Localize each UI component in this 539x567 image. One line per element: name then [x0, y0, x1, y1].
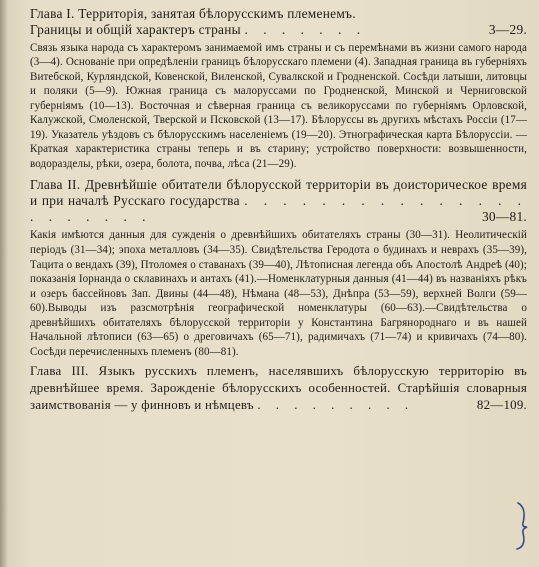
chapter-3-heading-text: Глава III. Языкъ русскихъ племенъ, населявшихъ бѣлорусскую территорію въ древнѣйшее время. Зарожденіе бѣлорусскихъ особенностей. Старѣйшія словарныя заимствованія — у финновъ и нѣмцевъ — [30, 364, 527, 412]
chapter-3-pages: 82—109. — [476, 397, 527, 412]
chapter-1-summary: Связь языка народа съ характеромъ занимаемой имъ страны и съ перемѣнами въ жизни самого народа (3—4). Основаніе при опредѣленіи границъ бѣлорусскаго племени (4). Западная граница въ губерніяхъ Витебской, Курляндской, Ковенской, Виленской, Сувалкской и Гродненской. Сосѣди латыши, литовцы и поляки (5—9). Южная граница съ малоруссами по Гродненской, Минской и Черниговской губерніямъ (10—13). Восточная и сѣверная граница съ великоруссами по губерніямъ Орловской, Калужской, Смоленской, Тверской и Псковской (13—17). Бѣлоруссы въ другихъ мѣстахъ Россіи (17—19). Указатель уѣздовъ съ бѣлорусскимъ населеніемъ (19—20). Этнографическая карта Бѣлоруссіи. — Краткая характеристика страны теперь и въ старину; устройство поверхности: возвышенности, водоразделы, рѣки, озера, болота, почва, лѣса (21—29). — [30, 41, 527, 170]
chapter-1-dots: . . . . . . . — [244, 22, 367, 38]
chapter-2-pages: 30—81. — [481, 209, 527, 225]
handwritten-brace-mark — [515, 501, 529, 551]
chapter-1 — [30, 6, 527, 172]
chapter-1-heading-line2-row — [30, 22, 527, 38]
chapter-1-heading — [30, 6, 527, 39]
chapter-2-summary: Какія имѣются данныя для сужденія о древнѣйшихъ обитателяхъ страны (30—31). Неолитическій періодъ (31—34); эпоха металловъ (34—35). Свидѣтельства Геродота о будинахъ и неврахъ (35—39), Тацита о вендахъ (39), Птоломея о ставанахъ (39—40), Лѣтописная легенда объ Апостолѣ Андреѣ (40); показанія Іорнанда о склавинахъ и антахъ (41).—Номенклатурныя данныя (41—44) въ названіяхъ рѣкъ и озеръ бассейновъ Зап. Двины (44—48), Нѣмана (48—53), Днѣпра (53—59), верхней Волги (59—60).Выводы изъ разсмотрѣнія географической номенклатуры (60—63).—Свидѣтельства о древнѣйшихъ обитателяхъ бѣлорусской территоріи у Константина Багрянороднаго и въ нашей Начальной лѣтописи (63—65) о дреговичахъ (65—71), радимичахъ (71—74) и кривичахъ (74—80). Сосѣди перечисленныхъ племенъ (80—81). — [30, 229, 527, 358]
chapter-1-heading-line2: Границы и общій характеръ страны — [30, 22, 241, 38]
chapter-3-dots: . . . . . . . . . — [257, 397, 415, 412]
chapter-2-heading — [30, 177, 527, 226]
chapter-3 — [30, 363, 527, 413]
chapter-2-dots: . . . . . . . . . . . . . . . . . . . . . . — [30, 192, 527, 225]
chapter-2-heading-text: Глава II. Древнѣйшіе обитатели бѣлорусской территоріи въ доисторическое время и при началѣ Русскаго государства — [30, 176, 527, 208]
chapter-3-heading — [30, 363, 527, 413]
binding-shadow — [0, 0, 8, 567]
chapter-1-heading-line1: Глава I. Территорія, занятая бѣлорусскимъ племенемъ. — [30, 6, 356, 21]
chapter-1-pages: 3—29. — [488, 22, 527, 38]
chapter-2 — [30, 177, 527, 360]
